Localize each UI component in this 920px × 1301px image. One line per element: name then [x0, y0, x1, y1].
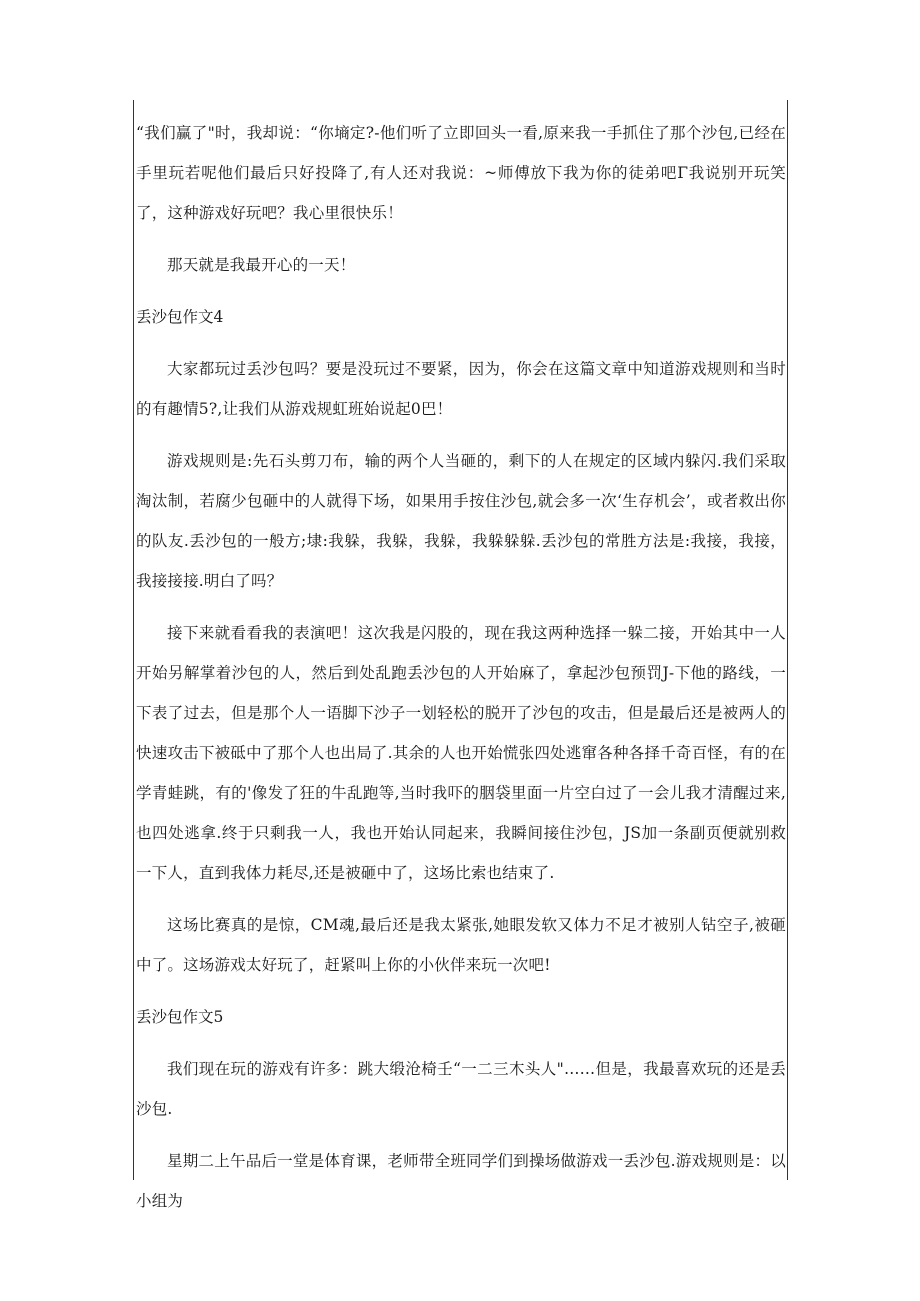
left-margin-rule	[133, 100, 134, 1180]
paragraph: 星期二上午品后一堂是体育课，老师带全班同学们到操场做游戏一丢沙包.游戏规则是：以小组为	[136, 1152, 786, 1210]
paragraph: 这场比赛真的是惊，CM魂,最后还是我太紧张,她眼发软又体力不足才被别人钻空子,被砸中了。这场游戏太好玩了，赶紧叫上你的小伙伴来玩一次吧!	[136, 916, 786, 974]
paragraph: 游戏规则是:先石头剪刀布，输的两个人当砸的，剩下的人在规定的区域内躲闪.我们采取淘汰制，若腐少包砸中的人就得下场，如果用手按住沙包,就会多一次‘生存机会’，或者救出你的队友.丢沙包的一般方;埭:我躲，我躲，我躲，我躲躲躲.丢沙包的常胜方法是:我接，我接，我接接接.明白了吗？	[136, 452, 786, 590]
right-margin-rule	[787, 100, 788, 1180]
paragraph: 大家都玩过丢沙包吗？要是没玩过不要紧，因为，你会在这篇文章中知道游戏规则和当时的有趣情5?,让我们从游戏规虹班始说起0巴！	[136, 360, 786, 418]
paragraph: 我们现在玩的游戏有许多：跳大缎沧椅壬“一二三木头人"……但是，我最喜欢玩的还是丢沙包.	[136, 1060, 786, 1118]
paragraph-continued: “我们赢了"时，我却说：“你墒定?-他们听了立即回头一看,原来我一手抓住了那个沙包,已经在手里玩若呢他们最后只好投降了,有人还对我说：~师傅放下我为你的徒弟吧Γ我说别开玩笑了，这种游戏好玩吧？我心里很快乐！	[136, 124, 786, 222]
document-body	[136, 113, 786, 1233]
section-heading: 丢沙包作文4	[136, 308, 224, 326]
paragraph: 接下来就看看我的表演吧！这次我是闪股的，现在我这两种选择一躲二接，开始其中一人开始另解掌着沙包的人，然后到处乱跑丢沙包的人开始麻了，拿起沙包预罚J-下他的路线，一下表了过去，但是那个人一语脚下沙子一划轻松的脱开了沙包的攻击，但是最后还是被两人的快速攻击下被砥中了那个人也出局了.其余的人也开始慌张四处逃窜各种各择千奇百怪，有的在学青蛙跳，有的'像发了狂的牛乱跑等,当时我吓的胭袋里面一片空白过了一会儿我才清醒过来,也四处逃拿.终于只剩我一人，我也开始认同起来，我瞬间接住沙包，JS加一条副页便就别救一下人，直到我体力耗尽,还是被砸中了，这场比索也结束了.	[136, 624, 786, 882]
paragraph: 那天就是我最开心的一天！	[167, 256, 356, 274]
section-heading: 丢沙包作文5	[136, 1008, 224, 1026]
